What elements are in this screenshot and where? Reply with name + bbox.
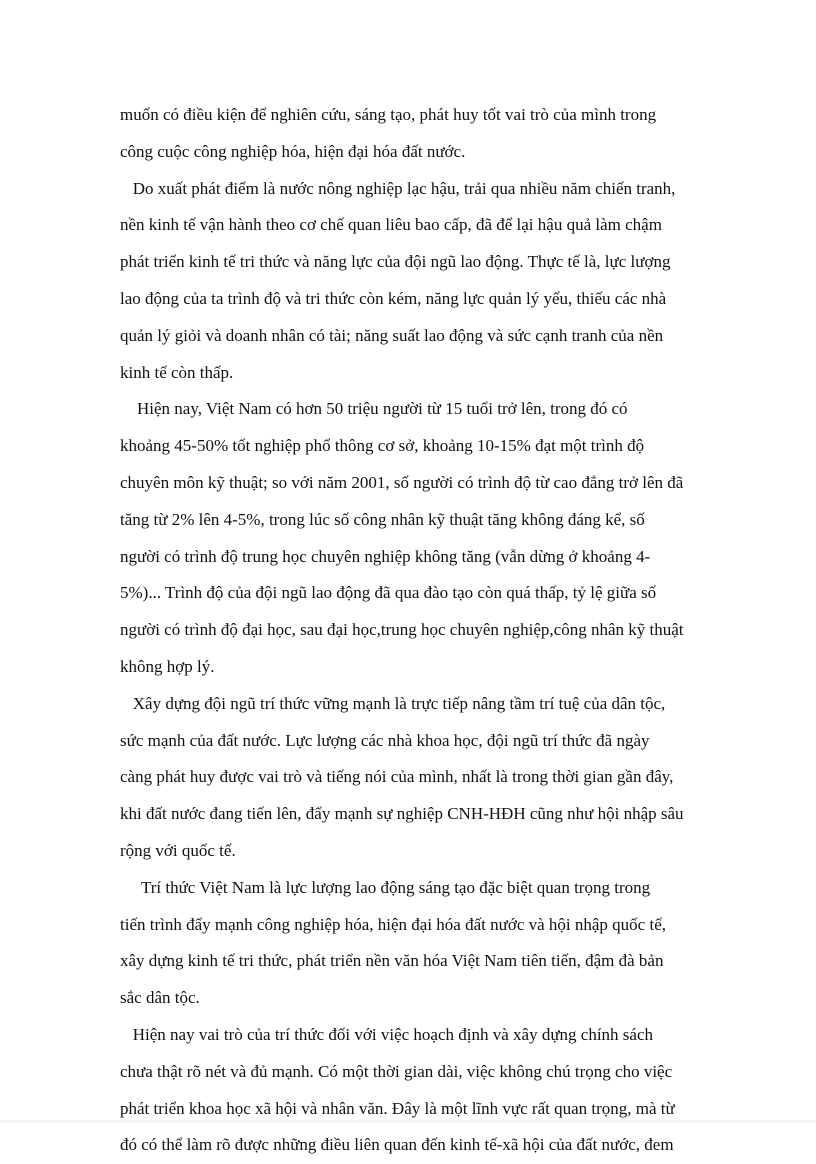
- text-line: lao động của ta trình độ và tri thức còn kém, năng lực quản lý yếu, thiếu các nhà: [120, 288, 667, 308]
- text-line: xây dựng kinh tế tri thức, phát triển nền văn hóa Việt Nam tiên tiến, đậm đà bản: [120, 951, 664, 971]
- text-line: quản lý giỏi và doanh nhân có tài; năng suất lao động và sức cạnh tranh của nền: [120, 325, 664, 345]
- text-line: chuyên môn kỹ thuật; so với năm 2001, số người có trình độ từ cao đẳng trở lên đã: [120, 472, 684, 492]
- text-line: tiến trình đẩy mạnh công nghiệp hóa, hiện đại hóa đất nước và hội nhập quốc tế,: [120, 914, 667, 934]
- text-line: chưa thật rõ nét và đủ mạnh. Có một thời gian dài, việc không chú trọng cho việc: [120, 1061, 673, 1081]
- text-line: Hiện nay, Việt Nam có hơn 50 triệu người từ 15 tuổi trở lên, trong đó có: [120, 399, 628, 419]
- text-line: Xây dựng đội ngũ trí thức vững mạnh là trực tiếp nâng tầm trí tuệ của dân tộc,: [120, 693, 666, 713]
- text-line: 5%)... Trình độ của đội ngũ lao động đã qua đào tạo còn quá thấp, tỷ lệ giữa số: [120, 583, 657, 603]
- paragraph-3: [120, 391, 700, 685]
- text-line: rộng với quốc tế.: [120, 840, 236, 860]
- text-line: khi đất nước đang tiến lên, đẩy mạnh sự nghiệp CNH-HĐH cũng như hội nhập sâu: [120, 804, 684, 824]
- text-line: kinh tế còn thấp.: [120, 362, 234, 382]
- paragraph-2: [120, 171, 700, 392]
- text-line: công cuộc công nghiệp hóa, hiện đại hóa đất nước.: [120, 141, 466, 161]
- document-body: [120, 97, 700, 1164]
- text-line: phát triển khoa học xã hội và nhân văn. Đây là một lĩnh vực rất quan trọng, mà từ: [120, 1098, 675, 1118]
- text-line: Do xuất phát điểm là nước nông nghiệp lạc hậu, trải qua nhiều năm chiến tranh,: [120, 178, 676, 198]
- text-line: Trí thức Việt Nam là lực lượng lao động sáng tạo đặc biệt quan trọng trong: [120, 877, 651, 897]
- paragraph-1: [120, 97, 700, 171]
- text-line: không hợp lý.: [120, 656, 215, 676]
- text-line: sức mạnh của đất nước. Lực lượng các nhà khoa học, đội ngũ trí thức đã ngày: [120, 730, 650, 750]
- text-line: muốn có điều kiện để nghiên cứu, sáng tạo, phát huy tốt vai trò của mình trong: [120, 105, 657, 124]
- text-line: nền kinh tế vận hành theo cơ chế quan liêu bao cấp, đã để lại hậu quả làm chậm: [120, 215, 662, 235]
- text-line: càng phát huy được vai trò và tiếng nói của mình, nhất là trong thời gian gần đây,: [120, 767, 674, 787]
- paragraph-5: [120, 870, 700, 1017]
- text-line: người có trình độ đại học, sau đại học,trung học chuyên nghiệp,công nhân kỹ thuật: [120, 620, 684, 640]
- text-line: phát triển kinh tế tri thức và năng lực của đội ngũ lao động. Thực tế là, lực lượng: [120, 252, 671, 272]
- text-line: đó có thể làm rõ được những điều liên quan đến kinh tế-xã hội của đất nước, đem: [120, 1135, 674, 1155]
- text-line: tăng từ 2% lên 4-5%, trong lúc số công nhân kỹ thuật tăng không đáng kể, số: [120, 509, 645, 529]
- paragraph-4: [120, 686, 700, 870]
- text-line: người có trình độ trung học chuyên nghiệp không tăng (vẫn dừng ở khoảng 4-: [120, 546, 651, 566]
- text-line: khoảng 45-50% tốt nghiệp phổ thông cơ sở, khoảng 10-15% đạt một trình độ: [120, 436, 645, 456]
- text-line: sắc dân tộc.: [120, 988, 200, 1008]
- text-line: Hiện nay vai trò của trí thức đối với việc hoạch định và xây dựng chính sách: [120, 1024, 654, 1044]
- paragraph-6: [120, 1017, 700, 1164]
